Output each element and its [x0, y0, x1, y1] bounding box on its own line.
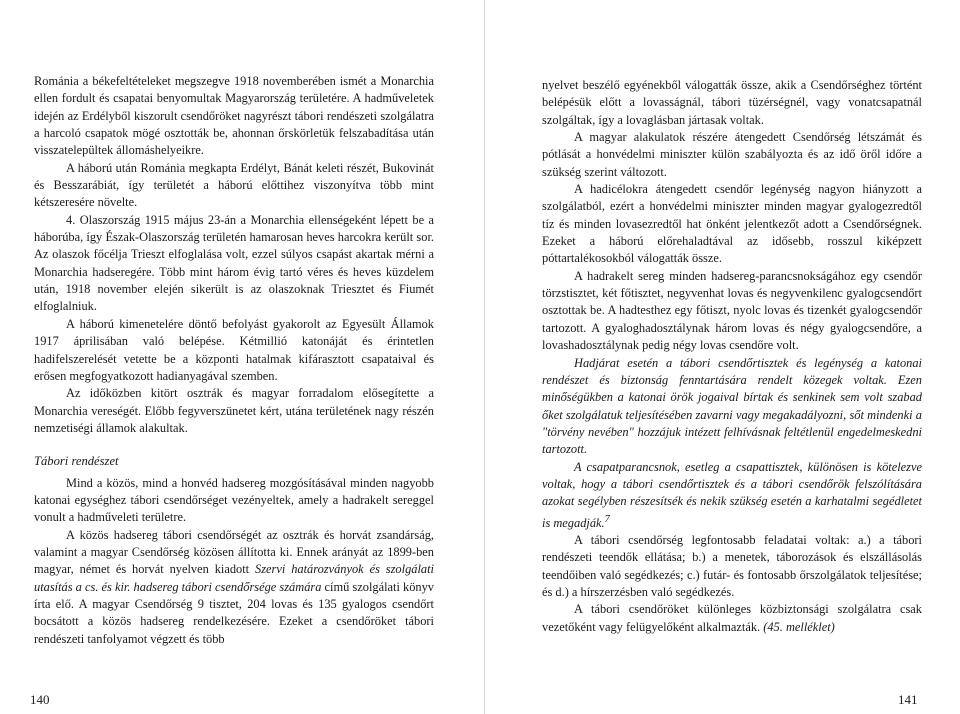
- paragraph-text: című szolgálati könyv írta elő. A magyar Csendőrség 9 tisztet, 204 lovas és 135 gyalogos csendőrt bocsátott a közös hadsereg rendelkezésére. Ezeket a csendőröket tábori rendészeti tanfolyamot végzett és több: [34, 579, 435, 646]
- left-text-column: [34, 73, 434, 648]
- page-number: 140: [30, 692, 50, 707]
- section-title: Tábori rendészet: [34, 454, 119, 469]
- quoted-paragraph: Hadjárat esetén a tábori csendőrtisztek és legénység a katonai rendészet és biztonság fenntartására rendelt közegek voltak. Ezen minőségükben a katonai örök jogaival bírtak és senkinek sem volt szabad őket szolgálatuk teljesítésében zavarni vagy megakadályozni, sőt mindenki a "törvény nevében" hozzájuk intézett felhívásnak feltétlenül engedelmeskedni tartozott.: [542, 355, 922, 457]
- page-number: 141: [898, 692, 918, 707]
- regulation-title: Szervi határozványok és szolgálati utasítás a cs. és kir. hadsereg tábori csendőrsége számára: [34, 562, 434, 594]
- paragraph: A tábori csendőrség legfontosabb feladatai voltak: a.) a tábori rendészeti teendők ellátása; b.) a menetek, táborozások és elszállásolás teendőiben való segédkezés; c.) futár- és fontosabb őrszolgálatok teljesítése; és d.) a hírszerzésben való segédkezés.: [542, 533, 922, 600]
- paragraph: 4. Olaszország 1915 május 23-án a Monarchia ellenségeként lépett be a háborúba, így Észak-Olaszország területén hamarosan heves harcokra került sor. Az olaszok főcélja Trieszt elfoglalása volt, ezzel súlyos csapást akartak mérni a Monarchia hadseregére. Több mint három évig tartó véres és heves küzdelem után, 1918 november elején sikerült is az olaszoknak Triesztet és Fiumét elfoglalniuk.: [34, 212, 434, 314]
- right-page: [484, 0, 960, 714]
- paragraph: A magyar alakulatok részére átengedett Csendőrség létszámát és pótlását a honvédelmi miniszter külön szabályozta és az idő öről időre a szükség szerint változott.: [542, 130, 922, 179]
- paragraph: Románia a békefeltételeket megszegve 1918 novemberében ismét a Monarchia ellen fordult és csapatai benyomultak Magyarország területére. A hadműveletek idején az Erdélyből kiszorult csendőröket nagyrészt tábori rendészeti szolgálatra a harcoló csapatok mögé osztották be, ahonnan őrskörletük felszabadítása után visszatelepültek állomáshelyeikre.: [34, 74, 434, 158]
- footnote-mark: 7: [604, 513, 610, 525]
- paragraph: A hadrakelt sereg minden hadsereg-parancsnokságához egy csendőr törzstisztet, két főtisztet, negyvenhat lovas és negyvenkilenc gyalogcsendőrt osztottak be. A hadtesthez egy főtiszt, nyolc lovas és tizenkét gyalogcsendőr tartozott. A gyaloghadosztálynak három lovas és négy gyalogcsendőre, a lovashadosztálynak pedig négy lovas csendőre volt.: [542, 268, 922, 353]
- quoted-paragraph: [542, 459, 922, 533]
- paragraph: A háború után Románia megkapta Erdélyt, Bánát keleti részét, Bukovinát és Besszarábiát, így területét a háború előttihez viszonyítva több mint kétszeresére növelte.: [34, 160, 434, 210]
- paragraph: nyelvet beszélő egyénekből válogatták össze, akik a Csendőrséghez történt belépésük előtt a lovasságnál, tábori tüzérségnél, vagy vonatcsapatnál szolgáltak, így a lovaglásban jártasak voltak.: [542, 78, 922, 127]
- paragraph: Mind a közös, mind a honvéd hadsereg mozgósításával minden nagyobb katonai egységhez tábori csendőrséget vezényeltek, amely a hadrakelt sereggel vonult a hadműveleti területre.: [34, 475, 434, 525]
- paragraph-text: A közös hadsereg tábori csendőrségét az osztrák és horvát zsandárság, valamint a magyar Csendőrség közösen állította ki. Ennek arányát az 1899-ben magyar, német és horvát nyelven kiadott: [34, 527, 434, 577]
- paragraph: [542, 601, 922, 636]
- paragraph: [34, 527, 434, 648]
- right-text-column: [542, 77, 922, 636]
- appendix-reference: (45. melléklet): [763, 619, 835, 634]
- paragraph: A hadicélokra átengedett csendőr legénység nagyon hiányzott a szolgálatból, ezért a honvédelmi miniszter minden magyar gyalogezredtől tíz és minden lovasezredtől hat önként jelentkezőt adott a Csendőrségnek. Ezeket a háború előrehaladtával az idősebb, rosszul kiképzett póttartalékosokból válogatták össze.: [542, 182, 922, 266]
- paragraph-text: A tábori csendőröket különleges közbiztonsági szolgálatra csak vezetőként vagy felügyelőként alkalmazták.: [542, 602, 922, 634]
- paragraph-text: A csapatparancsnok, esetleg a csapattisztek, különösen is kötelezve voltak, hogy a tábori csendőrtisztek és a tábori csendőrök felszólítására azokat segélyben részesítsék és nekik szükség esetén a karhatalmi segédletet is megadják.: [542, 459, 922, 530]
- paragraph: A háború kimenetelére döntő befolyást gyakorolt az Egyesült Államok 1917 áprilisában való belépése. Kétmillió katonáját és érintetlen hadifelszerelését vetette be a központi hatalmak kifárasztott csapataival és erősen megfogyatkozott hadianyagával szemben.: [34, 316, 434, 383]
- paragraph: Az időközben kitört osztrák és magyar forradalom elősegítette a Monarchia vereségét. Előbb fegyverszünetet kért, utána területének nagy részén nemzetiségi államok alakultak.: [34, 386, 434, 435]
